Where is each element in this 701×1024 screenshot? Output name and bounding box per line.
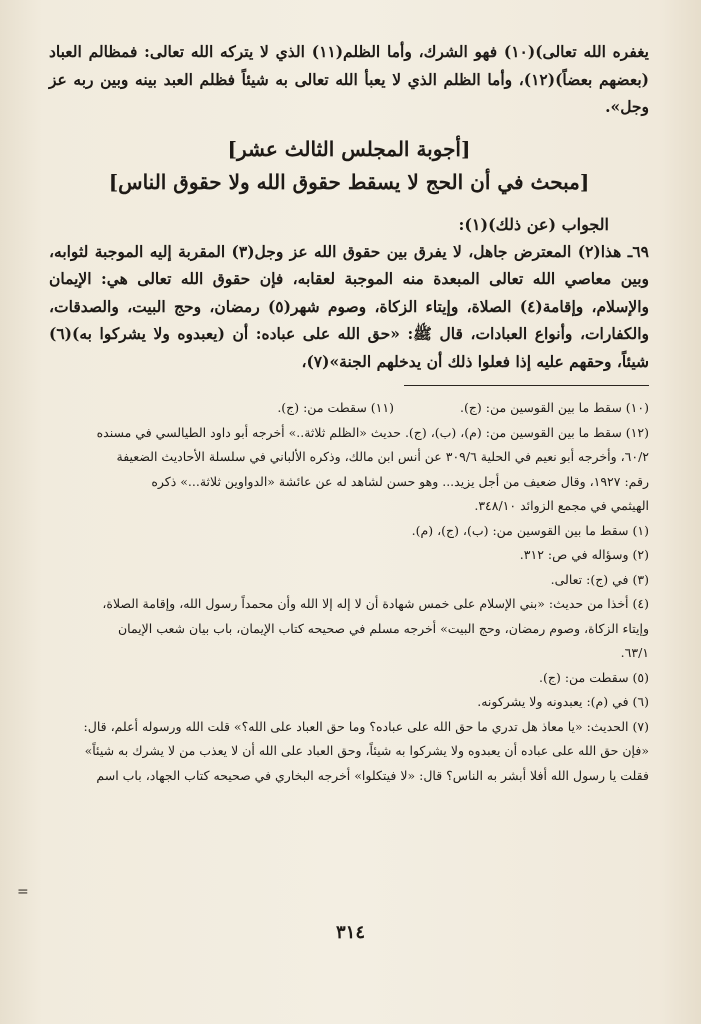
footnote-line: (٥) سقطت من: (ج). <box>539 669 649 685</box>
intro-line: (بعضهم بعضاً)(١٢)، وأما الظلم الذي لا يعبأ الله تعالى به شيئاً فظلم العبد بينه وبين ربه <box>73 69 650 89</box>
intro-line: عز وجل». <box>49 69 649 116</box>
footnote-line: (٤) أخذا من حديث: «بني الإسلام على خمس شهادة أن لا إله إلا الله وأن محمداً رسول الله، وإقامة الصلاة، <box>102 596 649 611</box>
footnote-pair <box>49 396 649 421</box>
paragraph-line: يشركوا به)(٦) شيئاً، وحقهم عليه إذا فعلوا ذلك أن يدخلهم الجنة»(٧)، <box>49 324 649 371</box>
page-content <box>49 38 649 788</box>
page-number: ٣١٤ <box>335 922 365 943</box>
footnote-line: (١) سقط ما بين القوسين من: (ب)، (ج)، (م). <box>411 522 649 538</box>
footnotes <box>49 396 649 788</box>
paragraph-number: ٦٩ـ <box>627 241 649 261</box>
footnote: (١١) سقطت من: (ج). <box>277 400 394 415</box>
paragraph-line: هذا(٢) المعترض جاهل، لا يفرق بين حقوق الله عز وجل(٣) المقربة إليه الموجبة <box>94 241 622 261</box>
footnote-line: (٣) في (ج): تعالى. <box>550 571 649 587</box>
footnote-divider <box>404 385 649 386</box>
continuation-mark: = <box>17 884 29 900</box>
footnote-line: ٦٠/٢، وأخرجه أبو نعيم في الحلية ٣٠٩/٦ عن أنس ابن مالك، وذكره الألباني في سلسلة الأحاديث الضعيفة <box>116 449 649 464</box>
intro-paragraph <box>49 38 649 121</box>
footnote-line: (٧) الحديث: «يا معاذ هل تدري ما حق الله على عباده؟ وما حق العباد على الله؟» قلت الله ورسوله أعلم، قال: <box>83 718 649 734</box>
paragraph-line: الإيمان والإسلام، وإقامة(٤) الصلاة، وإيتاء الزكاة، وصوم شهر(٥) رمضان، وحج البيت، <box>49 269 650 316</box>
footnote-line: رقم: ١٩٢٧، وقال ضعيف من أجل يزيد... وهو حسن لشاهد له عن عائشة «الدواوين ثلاثة...» ذكره <box>151 473 649 489</box>
paragraph-line: والصدقات، والكفارات، وأنواع العبادات، قال ﷺ: «حق الله على عباده: أن (يعبدوه ولا <box>49 296 649 343</box>
footnote-line: وإيتاء الزكاة، وصوم رمضان، وحج البيت» أخرجه مسلم في صحيحه كتاب الإيمان، باب بيان شعب الإيمان <box>117 620 649 636</box>
footnote-line: الهيثمي في مجمع الزوائد ٣٤٨/١٠. <box>474 498 649 513</box>
footnote-line: فقلت يا رسول الله أفلا أبشر به الناس؟ قال: «لا فيتكلوا» أخرجه البخاري في صحيحه كتاب الجهاد، باب اسم <box>96 767 649 783</box>
footnote-line: ٦٣/١. <box>620 645 649 660</box>
footnote-line: (٦) في (م): يعبدونه ولا يشركونه. <box>477 694 649 709</box>
footnote: (١٠) سقط ما بين القوسين من: (ج). <box>459 400 649 415</box>
paragraph-line: لثوابه، وبين معاصي الله تعالى المبعدة منه الموجبة لعقابه، فإن حقوق الله تعالى هي: <box>49 241 649 288</box>
footnote-line: (١٢) سقط ما بين القوسين من: (م)، (ب)، (ج). حديث «الظلم ثلاثة..» أخرجه أبو داود الطيالسي في مسنده <box>96 424 649 440</box>
footnote-line: (٢) وسؤاله في ص: ٣١٢. <box>519 547 649 562</box>
answer-label: الجواب (عن ذلك)(١): <box>458 214 609 234</box>
section-subheading: [مبحث في أن الحج لا يسقط حقوق الله ولا حقوق الناس] <box>108 169 590 194</box>
main-paragraph <box>49 238 649 376</box>
intro-line: يغفره الله تعالى)(١٠) فهو الشرك، وأما الظلم(١١) الذي لا يتركه الله تعالى: فمظالم العباد <box>49 42 649 61</box>
section-heading: [أجوبة المجلس الثالث عشر] <box>227 136 471 161</box>
footnote-line: «فإن حق الله على عباده أن يعبدوه ولا يشركوا به شيئاً، وحق العباد على الله أن لا يعذب من لا يشرك به شيئاً» <box>84 743 649 758</box>
